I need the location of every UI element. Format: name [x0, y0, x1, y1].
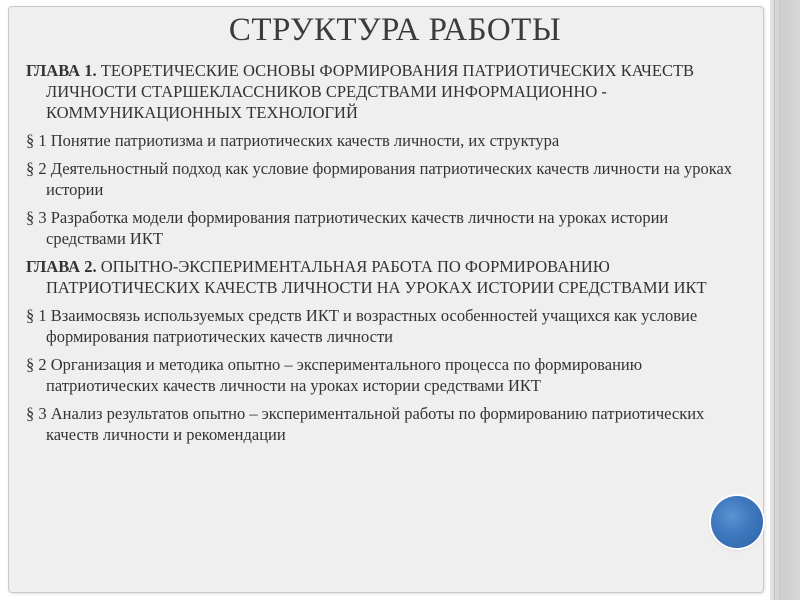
chapter-1-title: ТЕОРЕТИЧЕСКИЕ ОСНОВЫ ФОРМИРОВАНИЯ ПАТРИОТИЧЕСКИХ КАЧЕСТВ ЛИЧНОСТИ СТАРШЕКЛАССНИКОВ СРЕДСТВАМИ ИНФОРМАЦИОННО - КОММУНИКАЦИОННЫХ ТЕХНОЛОГИЙ [46, 61, 695, 122]
chapter-2-title: ОПЫТНО-ЭКСПЕРИМЕНТАЛЬНАЯ РАБОТА ПО ФОРМИРОВАНИЮ ПАТРИОТИЧЕСКИХ КАЧЕСТВ ЛИЧНОСТИ НА УРОКАХ ИСТОРИИ СРЕДСТВАМИ ИКТ [46, 257, 707, 297]
chapter-1-section-1: § 1 Понятие патриотизма и патриотических качеств личности, их структура [26, 131, 560, 150]
structure-list [26, 60, 742, 452]
chapter-1-section-3: § 3 Разработка модели формирования патриотических качеств личности на уроках истории средствами ИКТ [26, 208, 669, 248]
slide-title: СТРУКТУРА РАБОТЫ [228, 12, 562, 48]
chapter-1-number: ГЛАВА 1. [26, 61, 97, 80]
decorative-blue-circle [711, 496, 763, 548]
chapter-2-section-1: § 1 Взаимосвязь используемых средств ИКТ и возрастных особенностей учащихся как условие формирования патриотических качеств личности [26, 306, 698, 346]
chapter-2-section-3: § 3 Анализ результатов опытно – экспериментальной работы по формированию патриотических качеств личности и рекомендации [26, 404, 705, 444]
chapter-1-section-2: § 2 Деятельностный подход как условие формирования патриотических качеств личности на уроках истории [26, 159, 733, 199]
chapter-1 [26, 60, 742, 123]
chapter-2-section-2: § 2 Организация и методика опытно – экспериментального процесса по формированию патриотических качеств личности на уроках истории средствами ИКТ [26, 355, 643, 395]
decorative-side-stripe [770, 0, 800, 600]
chapter-2-number: ГЛАВА 2. [26, 257, 97, 276]
chapter-2 [26, 256, 742, 298]
